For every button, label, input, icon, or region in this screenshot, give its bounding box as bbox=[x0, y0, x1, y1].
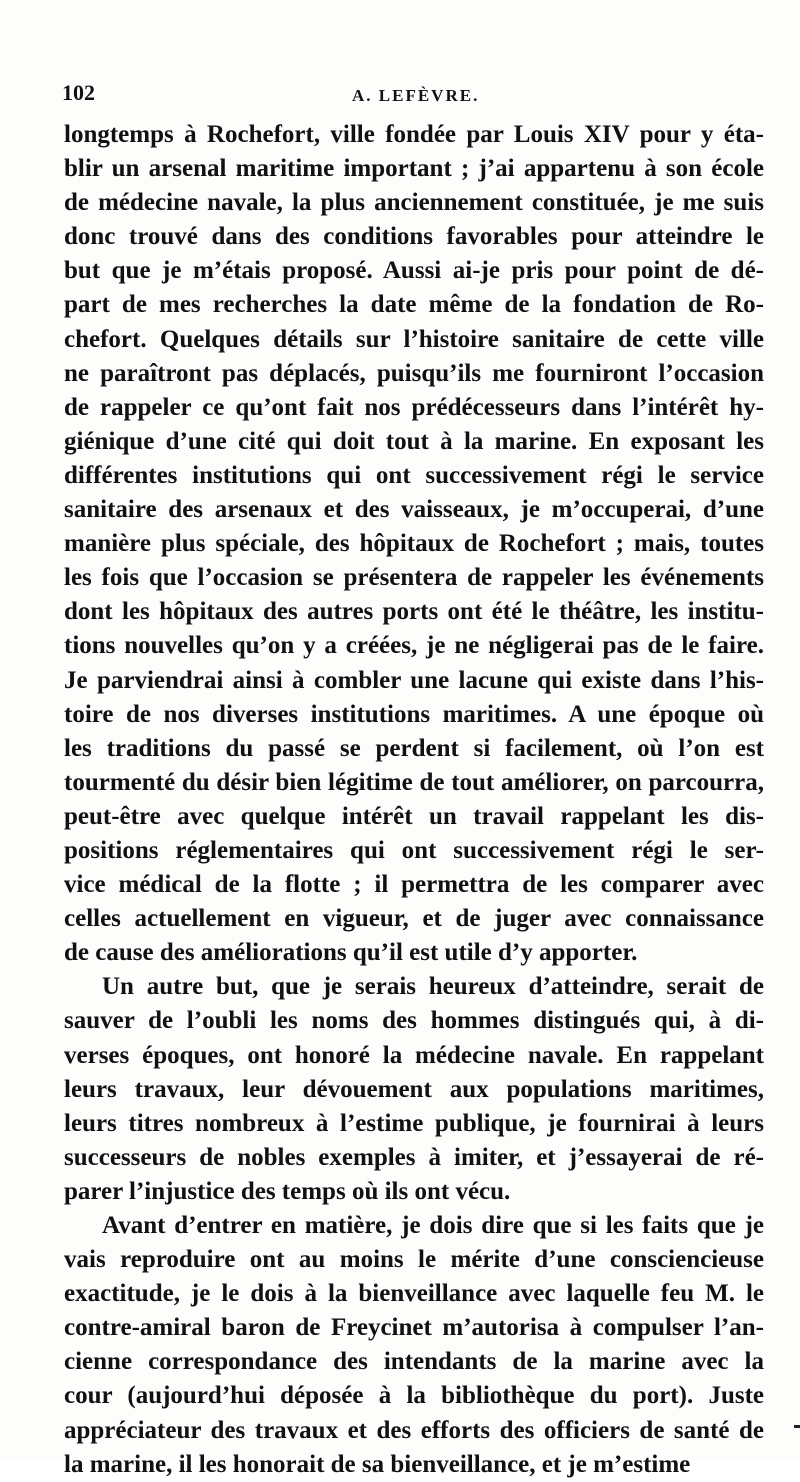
text-line: vais reproduire ont au moins le mérite d’une consciencieuse bbox=[64, 1246, 764, 1274]
text-line: les traditions du passé se perdent si facilement, où l’on est bbox=[64, 734, 764, 762]
paragraph bbox=[64, 970, 764, 1209]
text-line: leurs titres nombreux à l’estime publique, je fournirai à leurs bbox=[64, 1109, 764, 1137]
text-line: de cause des améliorations qu’il est utile d’y apporter. bbox=[64, 939, 638, 967]
text-line: giénique d’une cité qui doit tout à la marine. En exposant les bbox=[64, 427, 764, 455]
scan-edge-mark bbox=[794, 1425, 800, 1428]
text-line: tourmenté du désir bien légitime de tout améliorer, on parcourra, bbox=[64, 768, 764, 796]
text-line: Avant d’entrer en matière, je dois dire que si les faits que je bbox=[102, 1212, 764, 1239]
text-line: manière plus spéciale, des hôpitaux de Rochefort ; mais, toutes bbox=[64, 530, 764, 558]
running-head: A. LEFÈVRE. bbox=[352, 86, 480, 105]
text-line: leurs travaux, leur dévouement aux populations maritimes, bbox=[64, 1075, 764, 1103]
text-line: blir un arsenal maritime important ; j’ai appartenu à son école bbox=[64, 155, 764, 183]
text-line: donc trouvé dans des conditions favorables pour atteindre le bbox=[64, 223, 764, 251]
text-line: Un autre but, que je serais heureux d’atteindre, serait de bbox=[102, 973, 764, 1001]
text-line: contre-amiral baron de Freycinet m’autorisa à compulser l’an- bbox=[64, 1314, 764, 1342]
text-line: différentes institutions qui ont successivement régi le service bbox=[64, 461, 764, 489]
text-line: ne paraîtront pas déplacés, puisqu’ils me fourniront l’occasion bbox=[64, 359, 764, 387]
text-line: but que je m’étais proposé. Aussi ai-je pris pour point de dé- bbox=[64, 257, 764, 285]
text-line: appréciateur des travaux et des efforts des officiers de santé de bbox=[64, 1416, 764, 1444]
text-line: cienne correspondance des intendants de la marine avec la bbox=[64, 1348, 764, 1376]
text-line: cour (aujourd’hui déposée à la bibliothèque du port). Juste bbox=[64, 1382, 764, 1410]
page-header bbox=[62, 80, 760, 110]
text-line: Je parviendrai ainsi à combler une lacune qui existe dans l’his- bbox=[64, 666, 764, 694]
text-line: part de mes recherches la date même de la fondation de Ro- bbox=[64, 291, 764, 319]
text-line: tions nouvelles qu’on y a créées, je ne négligerai pas de le faire. bbox=[64, 632, 764, 660]
text-line: les fois que l’occasion se présentera de rappeler les événements bbox=[64, 564, 764, 592]
text-line: vice médical de la flotte ; il permettra de les comparer avec bbox=[64, 871, 764, 899]
text-line: sauver de l’oubli les noms des hommes distingués qui, à di- bbox=[64, 1007, 764, 1035]
text-line: longtemps à Rochefort, ville fondée par Louis XIV pour y éta- bbox=[64, 121, 764, 148]
text-line: verses époques, ont honoré la médecine navale. En rappelant bbox=[64, 1041, 764, 1069]
paragraph bbox=[64, 118, 764, 970]
text-line: celles actuellement en vigueur, et de juger avec connaissance bbox=[64, 905, 764, 933]
text-line: toire de nos diverses institutions maritimes. A une époque où bbox=[64, 700, 764, 728]
paragraph bbox=[64, 1209, 764, 1482]
page-number: 102 bbox=[62, 80, 95, 105]
text-line: positions réglementaires qui ont successivement régi le ser- bbox=[64, 836, 764, 864]
text-line: chefort. Quelques détails sur l’histoire sanitaire de cette ville bbox=[64, 325, 764, 353]
text-line: sanitaire des arsenaux et des vaisseaux, je m’occuperai, d’une bbox=[64, 496, 764, 524]
text-line: de rappeler ce qu’ont fait nos prédécesseurs dans l’intérêt hy- bbox=[64, 393, 764, 421]
body-text bbox=[64, 118, 764, 1482]
text-line: dont les hôpitaux des autres ports ont été le théâtre, les institu- bbox=[64, 598, 764, 626]
text-line: exactitude, je le dois à la bienveillance avec laquelle feu M. le bbox=[64, 1280, 764, 1308]
text-line: de médecine navale, la plus anciennement constituée, je me suis bbox=[64, 189, 764, 217]
text-line: peut-être avec quelque intérêt un travail rappelant les dis- bbox=[64, 802, 764, 830]
text-line: parer l’injustice des temps où ils ont vécu. bbox=[64, 1177, 511, 1205]
text-line: la marine, il les honorait de sa bienveillance, et je m’estime bbox=[64, 1450, 691, 1478]
text-line: successeurs de nobles exemples à imiter, et j’essayerai de ré- bbox=[64, 1143, 764, 1171]
